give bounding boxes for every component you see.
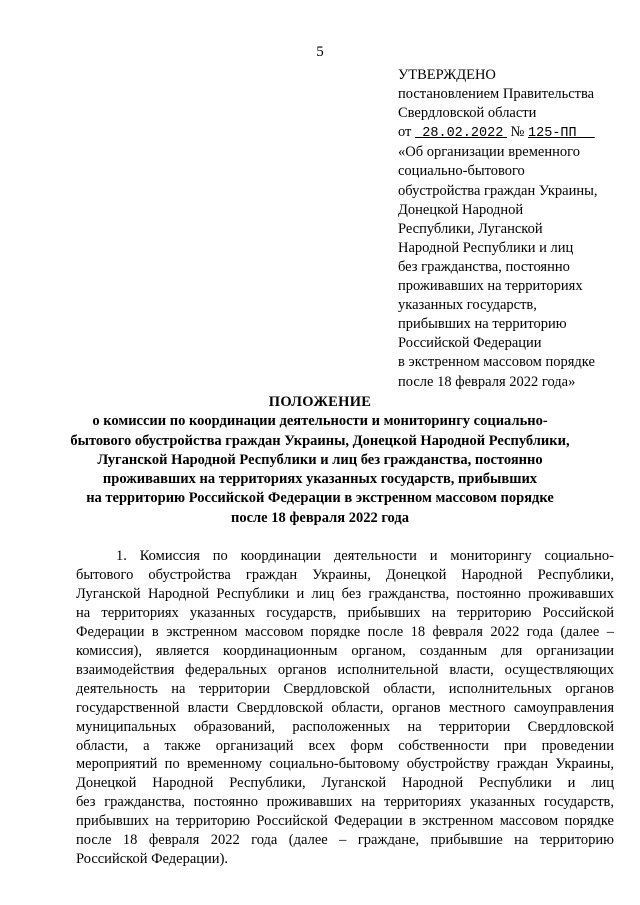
title-line: Луганской Народной Республики и лиц без гражданства, постоянно [97,451,543,468]
paragraph-line: области, а также организаций всех форм собственности при проведении [76,737,614,754]
title-line: на территорию Российской Федерации в экстренном массовом порядке [86,490,554,507]
paragraph-line: Донецкой Народной Республики, Луганской Народной Республики и лиц [76,775,614,792]
approval-date: 28.02.2022 [422,126,504,142]
document-title [60,393,580,528]
title-line: проживавших на территориях указанных государств, прибывших [102,471,538,488]
approval-date-line [398,123,634,143]
paragraph-line: мероприятий по временному социально-бытовому обустройству граждан Украины, [76,756,614,773]
approval-subject-line: обустройства граждан Украины, [398,182,598,199]
paragraph-line: на территориях указанных государств, прибывших на территорию Российской [76,604,614,621]
approval-subject-line: проживавших на территориях [398,278,583,295]
approval-subject-line: указанных государств, [398,297,537,314]
approval-subject-line: Республики, Луганской [398,220,543,237]
approval-subject-line: Народной Республики и лиц [398,239,574,256]
paragraph-line: муниципальных образований, расположенных на территории Свердловской [76,718,614,735]
approval-block [398,66,634,392]
approval-subject-line: прибывших на территорию [398,316,567,333]
title-line: бытового обустройства граждан Украины, Донецкой Народной Республики, [70,432,570,449]
paragraph-line: комиссия), является координационным органом, созданным для организации [76,642,614,659]
approval-subject-line: после 18 февраля 2022 года» [398,373,576,390]
approval-line: Свердловской области [398,105,537,122]
date-prefix: от [398,124,412,141]
approval-heading: УТВЕРЖДЕНО [398,67,496,83]
approval-subject-line: Донецкой Народной [398,201,524,218]
paragraph-line: после 18 февраля 2022 года (далее – граждане, прибывшие на территорию [76,832,614,849]
paragraph-line: Федерации в экстренном массовом порядке после 18 февраля 2022 года (далее – [76,623,614,640]
paragraph-line: без гражданства, постоянно проживавших на территориях указанных государств, [76,794,614,811]
paragraph-line: государственной власти Свердловской области, органов местного самоуправления [76,699,614,716]
paragraph-1 [76,547,614,869]
approval-line: постановлением Правительства [398,86,595,103]
paragraph-line: Российской Федерации). [76,851,229,868]
title-main: ПОЛОЖЕНИЕ [268,394,372,410]
page-number: 5 [316,44,324,60]
paragraph-line: взаимодействия федеральных органов исполнительной власти, осуществляющих [76,661,614,678]
approval-subject-line: без гражданства, постоянно [398,258,570,275]
paragraph-line: Луганской Народной Республики и лиц без гражданства, постоянно проживавших [76,585,614,602]
approval-subject-line: Российской Федерации [398,335,542,352]
paragraph-line: деятельность на территории Свердловской области, исполнительных органов [76,680,614,697]
title-line: после 18 февраля 2022 года [231,509,409,526]
title-line: о комиссии по координации деятельности и мониторингу социально- [92,413,548,430]
approval-number: 125-ПП [528,126,577,142]
number-prefix: № [510,124,525,141]
approval-subject-line: в экстренном массовом порядке [398,354,595,371]
paragraph-line: 1. Комиссия по координации деятельности и мониторингу социально- [116,548,614,564]
approval-subject-line: социально-бытового [398,163,525,180]
paragraph-line: бытового обустройства граждан Украины, Донецкой Народной Республики, [76,566,614,583]
paragraph-line: прибывших на территорию Российской Федерации в экстренном массовом порядке [76,813,614,830]
approval-subject-line: «Об организации временного [398,144,580,161]
